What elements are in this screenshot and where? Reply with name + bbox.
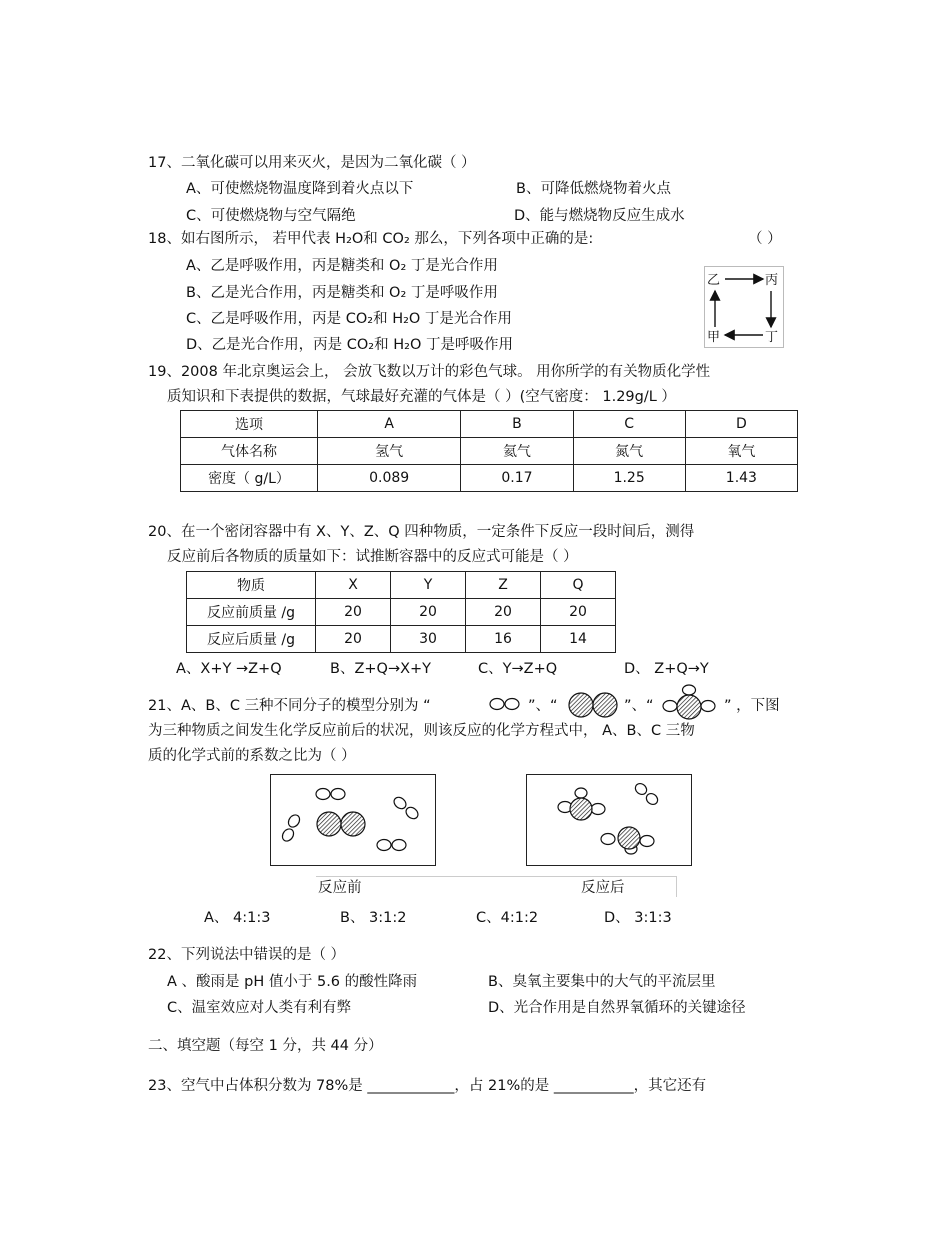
q21-option-a: A、 4:1:3: [204, 910, 271, 926]
q18-option-a: A、乙是呼吸作用，丙是糖类和 O₂ 丁是光合作用: [186, 258, 498, 274]
table-cell: 14: [541, 626, 616, 653]
q20-line2: 反应前后各物质的质量如下：试推断容器中的反应式可能是（ ）: [167, 549, 578, 565]
table-row: [187, 626, 616, 653]
q22-option-b: B、臭氧主要集中的大气的平流层里: [488, 974, 716, 990]
header-cell: 选项: [181, 411, 318, 438]
table-cell: 0.17: [461, 465, 573, 492]
q18-option-b: B、乙是光合作用，丙是糖类和 O₂ 丁是呼吸作用: [186, 285, 498, 301]
q21-line1-d: ” ，下图: [724, 698, 780, 714]
q20-option-a: A、X+Y →Z+Q: [176, 661, 282, 677]
table-row: [181, 465, 798, 492]
q20-line1: 20、在一个密闭容器中有 X、Y、Z、Q 四种物质，一定条件下反应一段时间后，测得: [148, 524, 695, 540]
q21-line1-b: ”、“: [528, 698, 558, 714]
q17-option-b: B、可降低燃烧物着火点: [516, 181, 671, 197]
section-2-heading: 二、填空题（每空 1 分，共 44 分）: [148, 1038, 383, 1054]
reaction-before-box: [270, 774, 436, 866]
before-molecules: [271, 775, 435, 865]
q18-option-c: C、乙是呼吸作用，丙是 CO₂和 H₂O 丁是光合作用: [186, 311, 512, 327]
q21-option-d: D、 3:1:3: [604, 910, 672, 926]
q22-option-a: A 、酸雨是 pH 值小于 5.6 的酸性降雨: [167, 974, 418, 990]
table-cell: 20: [541, 599, 616, 626]
label-before: 反应前: [318, 880, 362, 896]
table-cell: 氢气: [318, 438, 461, 465]
q18-option-d: D、乙是光合作用，丙是 CO₂和 H₂O 丁是呼吸作用: [186, 337, 513, 353]
reaction-after-box: [526, 774, 692, 866]
q21-option-b: B、 3:1:2: [340, 910, 407, 926]
header-cell: Q: [541, 572, 616, 599]
table-cell: 1.25: [573, 465, 685, 492]
q17-option-c: C、可使燃烧物与空气隔绝: [186, 208, 356, 224]
table-cell: 氦气: [461, 438, 573, 465]
mass-table: [186, 571, 616, 653]
q21-line2: 为三种物质之间发生化学反应前后的状况，则该反应的化学方程式中， A、B、C 三物: [148, 723, 695, 739]
table-cell: 1.43: [685, 465, 797, 492]
q17-stem: 17、二氧化碳可以用来灭火，是因为二氧化碳（ ）: [148, 155, 476, 171]
table-cell: 20: [316, 626, 391, 653]
table-cell: 气体名称: [181, 438, 318, 465]
table-cell: 20: [316, 599, 391, 626]
table-cell: 氮气: [573, 438, 685, 465]
table-row: [187, 599, 616, 626]
node-yi: 乙: [707, 273, 721, 288]
header-cell: A: [318, 411, 461, 438]
header-cell: C: [573, 411, 685, 438]
q21-line1-c: ”、“: [624, 698, 654, 714]
table-cell: 密度（ g/L）: [181, 465, 318, 492]
q19-line2: 质知识和下表提供的数据，气球最好充灌的气体是（ ）(空气密度： 1.29g/L ）: [167, 389, 676, 405]
table-cell: 反应前质量 /g: [187, 599, 316, 626]
table-cell: 反应后质量 /g: [187, 626, 316, 653]
table-cell: 0.089: [318, 465, 461, 492]
q21-line3: 质的化学式前的系数之比为（ ）: [148, 748, 356, 764]
table-cell: 16: [466, 626, 541, 653]
q18-stem: 18、如右图所示， 若甲代表 H₂O和 CO₂ 那么，下列各项中正确的是:: [148, 231, 594, 247]
gas-density-table: [180, 410, 798, 492]
table-cell: 20: [391, 599, 466, 626]
molecule-c-icon: [660, 682, 720, 722]
after-molecules: [527, 775, 691, 865]
q20-option-d: D、 Z+Q→Y: [624, 661, 709, 677]
cycle-diagram: [704, 266, 784, 348]
q21-line1-a: 21、A、B、C 三种不同分子的模型分别为 “: [148, 698, 431, 714]
header-cell: 物质: [187, 572, 316, 599]
node-bing: 丙: [765, 273, 779, 288]
q20-option-b: B、Z+Q→X+Y: [330, 661, 432, 677]
table-header-row: [187, 572, 616, 599]
table-header-row: [181, 411, 798, 438]
q19-line1: 19、2008 年北京奥运会上， 会放飞数以万计的彩色气球。 用你所学的有关物质化学性: [148, 364, 711, 380]
header-cell: Z: [466, 572, 541, 599]
node-jia: 甲: [707, 330, 721, 345]
node-ding: 丁: [765, 330, 779, 345]
table-cell: 20: [466, 599, 541, 626]
q20-option-c: C、Y→Z+Q: [478, 661, 558, 677]
q17-option-d: D、能与燃烧物反应生成水: [514, 208, 685, 224]
header-cell: X: [316, 572, 391, 599]
table-row: [181, 438, 798, 465]
header-cell: D: [685, 411, 797, 438]
table-cell: 氧气: [685, 438, 797, 465]
q22-option-c: C、温室效应对人类有利有弊: [167, 1000, 352, 1016]
table-cell: 30: [391, 626, 466, 653]
header-cell: Y: [391, 572, 466, 599]
molecule-a-icon: [488, 695, 522, 713]
q17-option-a: A、可使燃烧物温度降到着火点以下: [186, 181, 414, 197]
q22-stem: 22、下列说法中错误的是（ ）: [148, 947, 346, 963]
q21-option-c: C、4:1:2: [476, 910, 539, 926]
q23-text: 23、空气中占体积分数为 78%是 ____________，占 21%的是 ___________，其它还有: [148, 1078, 707, 1094]
q18-paren: （ ）: [748, 231, 782, 247]
q22-option-d: D、光合作用是自然界氧循环的关键途径: [488, 1000, 746, 1016]
label-after: 反应后: [581, 880, 625, 896]
header-cell: B: [461, 411, 573, 438]
molecule-b-icon: [566, 690, 622, 720]
